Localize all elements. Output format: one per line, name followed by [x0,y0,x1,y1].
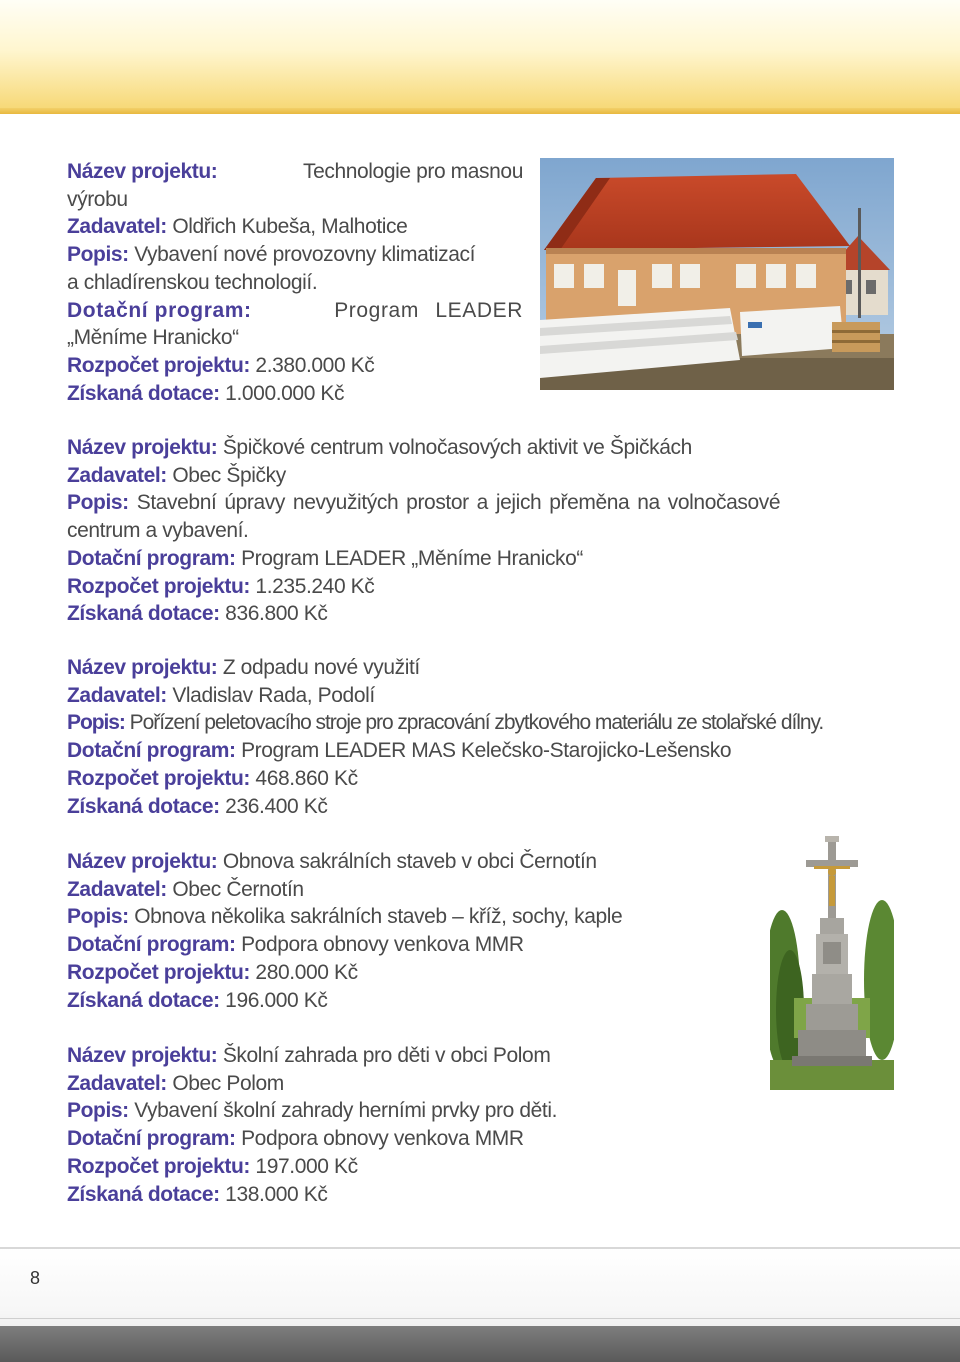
description-row [67,709,893,737]
footer-dark-strip [0,1326,960,1362]
grant-value: 236.400 Kč [225,794,328,818]
program-label: Dotační program: [67,546,236,570]
project-block-2 [67,434,893,628]
description-row [67,1097,757,1125]
project-name-value: Z odpadu nové využití [222,656,420,679]
project-block-4 [67,848,757,1014]
budget-label: Rozpočet projektu: [67,574,250,598]
grant-label: Získaná dotace: [67,602,220,626]
program-value: Podpora obnovy venkova MMR [241,1127,524,1151]
client-label: Zadavatel: [67,877,167,901]
description-label: Popis: [67,905,129,929]
budget-row [67,959,757,987]
program-row [67,1125,757,1153]
grant-row [67,1181,757,1209]
client-row [67,876,757,904]
budget-row [67,765,893,793]
budget-value: 280.000 Kč [255,960,358,984]
program-label: Dotační program: [67,298,252,322]
project-name-row [67,1042,757,1070]
client-label: Zadavatel: [67,215,167,239]
client-value: Obec Polom [172,1071,284,1095]
program-label: Dotační program: [67,739,236,763]
project-block-3 [67,654,893,820]
description-label: Popis: [67,243,129,267]
client-row [67,682,893,710]
project-name-value-cont: výrobu [67,187,128,211]
description-row [67,241,523,269]
project-name-value: Špičkové centrum volnočasových aktivit ve Špičkách [222,436,692,459]
project-name-value: Technologie pro masnou [302,160,523,183]
program-label: Dotační program: [67,1127,236,1151]
footer-rule-lower [0,1318,960,1319]
header-band [0,0,960,112]
program-row [67,931,757,959]
cross-illustration [770,830,894,1090]
project-name-row [67,434,893,462]
description-value: Pořízení peletovacího stroje pro zpracování zbytkového materiálu ze stolařské dílny. [129,711,824,735]
program-row [67,545,893,573]
description-value: Vybavení nové provozovny klimatizací [134,243,476,267]
grant-value: 138.000 Kč [225,1182,328,1206]
footer-rule [0,1247,960,1249]
client-row [67,213,523,241]
client-value: Vladislav Rada, Podolí [172,683,375,707]
program-row [67,297,523,325]
grant-row [67,380,523,408]
grant-label: Získaná dotace: [67,794,220,818]
client-value: Obec Špičky [172,463,286,487]
program-value: Program LEADER [334,298,523,322]
header-rule [0,108,960,114]
project-name-row [67,158,523,186]
cross-photo [770,830,894,1090]
client-row [67,1070,757,1098]
budget-row [67,352,523,380]
budget-label: Rozpočet projektu: [67,766,250,790]
project-name-row [67,848,757,876]
project-name-label: Název projektu: [67,160,218,183]
description-value: Obnova několika sakrálních staveb – kříž, sochy, kaple [134,905,623,929]
client-row [67,462,893,490]
building-photo [540,158,894,390]
project-name-value: Obnova sakrálních staveb v obci Černotín [222,850,597,873]
client-value: Oldřich Kubeša, Malhotice [172,215,408,239]
client-label: Zadavatel: [67,683,167,707]
program-value-cont: „Měníme Hranicko“ [67,326,239,350]
budget-value: 468.860 Kč [255,766,358,790]
budget-value: 197.000 Kč [255,1154,358,1178]
project-name-label: Název projektu: [67,1044,218,1067]
description-row [67,489,893,517]
budget-label: Rozpočet projektu: [67,353,250,377]
page-number: 8 [30,1268,41,1288]
description-value-cont: a chladírenskou technologií. [67,270,318,294]
project-name-label: Název projektu: [67,656,218,679]
building-illustration [540,158,894,390]
budget-value: 1.235.240 Kč [255,574,375,598]
project-block-1 [67,158,523,407]
program-value: Program LEADER MAS Kelečsko-Starojicko-Lešensko [241,739,732,763]
project-name-row [67,654,893,682]
budget-row [67,1153,757,1181]
project-name-label: Název projektu: [67,850,218,873]
project-name-label: Název projektu: [67,436,218,459]
description-value: Stavební úpravy nevyužitých prostor a jejich přeměna na volnočasové [136,491,781,515]
grant-label: Získaná dotace: [67,988,220,1012]
program-value: Podpora obnovy venkova MMR [241,933,524,957]
grant-label: Získaná dotace: [67,1182,220,1206]
budget-label: Rozpočet projektu: [67,1154,250,1178]
budget-value: 2.380.000 Kč [255,353,375,377]
grant-row [67,793,893,821]
description-value-cont: centrum a vybavení. [67,519,249,543]
grant-value: 836.800 Kč [225,602,328,626]
project-block-5 [67,1042,757,1208]
project-name-value: Školní zahrada pro děti v obci Polom [222,1044,551,1067]
grant-row [67,987,757,1015]
grant-value: 1.000.000 Kč [225,381,345,405]
budget-row [67,573,893,601]
description-label: Popis: [67,711,125,735]
grant-label: Získaná dotace: [67,381,220,405]
grant-value: 196.000 Kč [225,988,328,1012]
description-label: Popis: [67,1099,129,1123]
description-label: Popis: [67,491,129,515]
description-value: Vybavení školní zahrady herními prvky pro děti. [134,1099,558,1123]
client-value: Obec Černotín [172,877,304,901]
client-label: Zadavatel: [67,463,167,487]
budget-label: Rozpočet projektu: [67,960,250,984]
program-label: Dotační program: [67,933,236,957]
client-label: Zadavatel: [67,1071,167,1095]
description-row [67,903,757,931]
program-row [67,737,893,765]
grant-row [67,600,893,628]
program-value: Program LEADER „Měníme Hranicko“ [241,546,584,570]
